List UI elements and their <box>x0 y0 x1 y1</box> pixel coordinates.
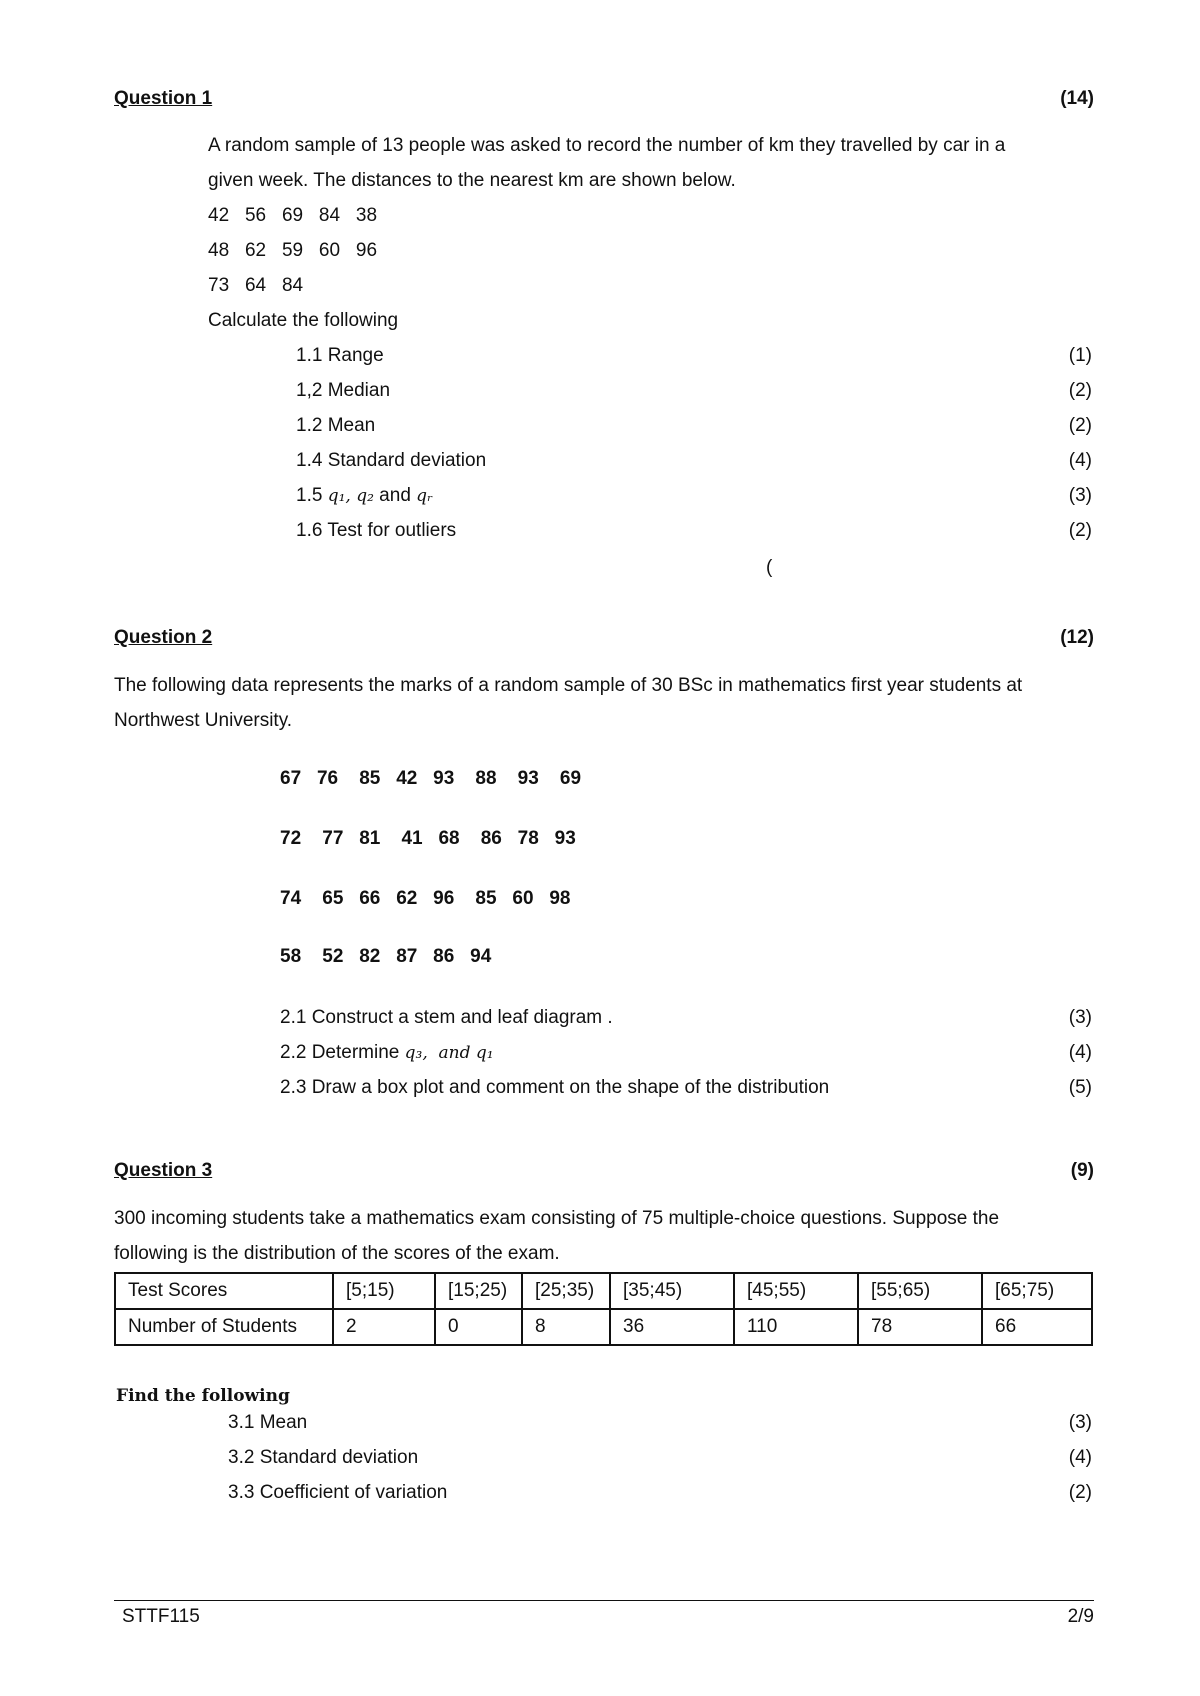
q1-item-prefix: 1.5 <box>296 485 328 506</box>
q2-total-marks: (12) <box>1060 627 1094 648</box>
q1-item-marks: (4) <box>1068 450 1092 471</box>
q1-intro-line2: given week. The distances to the nearest km are shown below. <box>208 170 736 191</box>
q2-item-label: 2.1 Construct a stem and leaf diagram . <box>280 1007 613 1028</box>
footer-course-code: STTF115 <box>122 1606 200 1627</box>
q3-item-label: 3.1 Mean <box>228 1412 308 1433</box>
table-cell: [65;75) <box>982 1273 1092 1309</box>
table-cell: 0 <box>435 1309 522 1345</box>
q3-item-marks: (4) <box>1068 1447 1092 1468</box>
table-cell: 66 <box>982 1309 1092 1345</box>
q3-intro-line2: following is the distribution of the scores of the exam. <box>114 1243 560 1264</box>
table-cell: [5;15) <box>333 1273 435 1309</box>
q1-item-label: 1.4 Standard deviation <box>296 450 487 471</box>
q2-item-label: 2.3 Draw a box plot and comment on the shape of the distribution <box>280 1077 830 1098</box>
q1-total-marks: (14) <box>1060 88 1094 109</box>
table-cell: 78 <box>858 1309 982 1345</box>
q2-data-row: 74 65 66 62 96 85 60 98 <box>280 888 571 909</box>
q1-data-row: 48 62 59 60 96 <box>208 240 378 261</box>
table-row <box>115 1309 1092 1345</box>
q2-intro-line2: Northwest University. <box>114 710 293 731</box>
q1-heading: Question 1 <box>114 88 213 109</box>
table-cell: 8 <box>522 1309 610 1345</box>
table-row <box>115 1273 1092 1309</box>
q1-quartile-symbols: q₁, q₂ <box>327 486 374 506</box>
q2-item-prefix: 2.2 Determine <box>280 1042 405 1063</box>
table-cell: 36 <box>610 1309 734 1345</box>
q3-find-label: Find the following <box>116 1386 290 1406</box>
q2-data-row: 67 76 85 42 93 88 93 69 <box>280 768 582 789</box>
q1-intro-line1: A random sample of 13 people was asked to record the number of km they travelled by car in a <box>208 135 1006 156</box>
footer-divider <box>114 1600 1094 1601</box>
q1-item-marks: (2) <box>1068 380 1092 401</box>
table-cell: 2 <box>333 1309 435 1345</box>
q2-item-marks: (5) <box>1068 1077 1092 1098</box>
q1-item-marks: (3) <box>1068 485 1092 506</box>
q3-total-marks: (9) <box>1070 1160 1094 1181</box>
q2-heading: Question 2 <box>114 627 213 648</box>
q1-instruction: Calculate the following <box>208 310 399 331</box>
q3-item-marks: (3) <box>1068 1412 1092 1433</box>
q1-item-quartiles <box>296 485 433 507</box>
q2-item-marks: (3) <box>1068 1007 1092 1028</box>
table-cell: [25;35) <box>522 1273 610 1309</box>
table-cell: [45;55) <box>734 1273 858 1309</box>
q1-item-marks: (2) <box>1068 415 1092 436</box>
table-cell: [15;25) <box>435 1273 522 1309</box>
q3-item-marks: (2) <box>1068 1482 1092 1503</box>
q1-data-row: 73 64 84 <box>208 275 304 296</box>
frequency-table <box>114 1272 1093 1346</box>
q2-intro-line1: The following data represents the marks of a random sample of 30 BSc in mathematics first year students at <box>114 675 1023 696</box>
q2-quartile-symbols: q₃, and q₁ <box>404 1043 494 1063</box>
q1-item-label: 1,2 Median <box>296 380 391 401</box>
table-cell: [35;45) <box>610 1273 734 1309</box>
q1-item-label: 1.2 Mean <box>296 415 376 436</box>
table-cell: Test Scores <box>115 1273 333 1309</box>
q1-item-label: 1.6 Test for outliers <box>296 520 457 541</box>
table-cell: Number of Students <box>115 1309 333 1345</box>
table-cell: [55;65) <box>858 1273 982 1309</box>
q2-item-determine <box>280 1042 494 1064</box>
q2-data-row: 72 77 81 41 68 86 78 93 <box>280 828 576 849</box>
q1-item-marks: (2) <box>1068 520 1092 541</box>
q1-quartile-symbol-r: qᵣ <box>416 486 433 506</box>
q1-item-mid: and <box>373 485 417 506</box>
q3-heading: Question 3 <box>114 1160 213 1181</box>
q1-item-label: 1.1 Range <box>296 345 384 366</box>
stray-parenthesis: ( <box>766 557 773 578</box>
footer-page-number: 2/9 <box>1067 1606 1094 1627</box>
q1-data-row: 42 56 69 84 38 <box>208 205 378 226</box>
q3-item-label: 3.2 Standard deviation <box>228 1447 419 1468</box>
table-cell: 110 <box>734 1309 858 1345</box>
q3-item-label: 3.3 Coefficient of variation <box>228 1482 448 1503</box>
q3-intro-line1: 300 incoming students take a mathematics exam consisting of 75 multiple-choice questions. Suppose the <box>114 1208 1000 1229</box>
q2-data-row: 58 52 82 87 86 94 <box>280 946 492 967</box>
q2-item-marks: (4) <box>1068 1042 1092 1063</box>
q1-item-marks: (1) <box>1068 345 1092 366</box>
